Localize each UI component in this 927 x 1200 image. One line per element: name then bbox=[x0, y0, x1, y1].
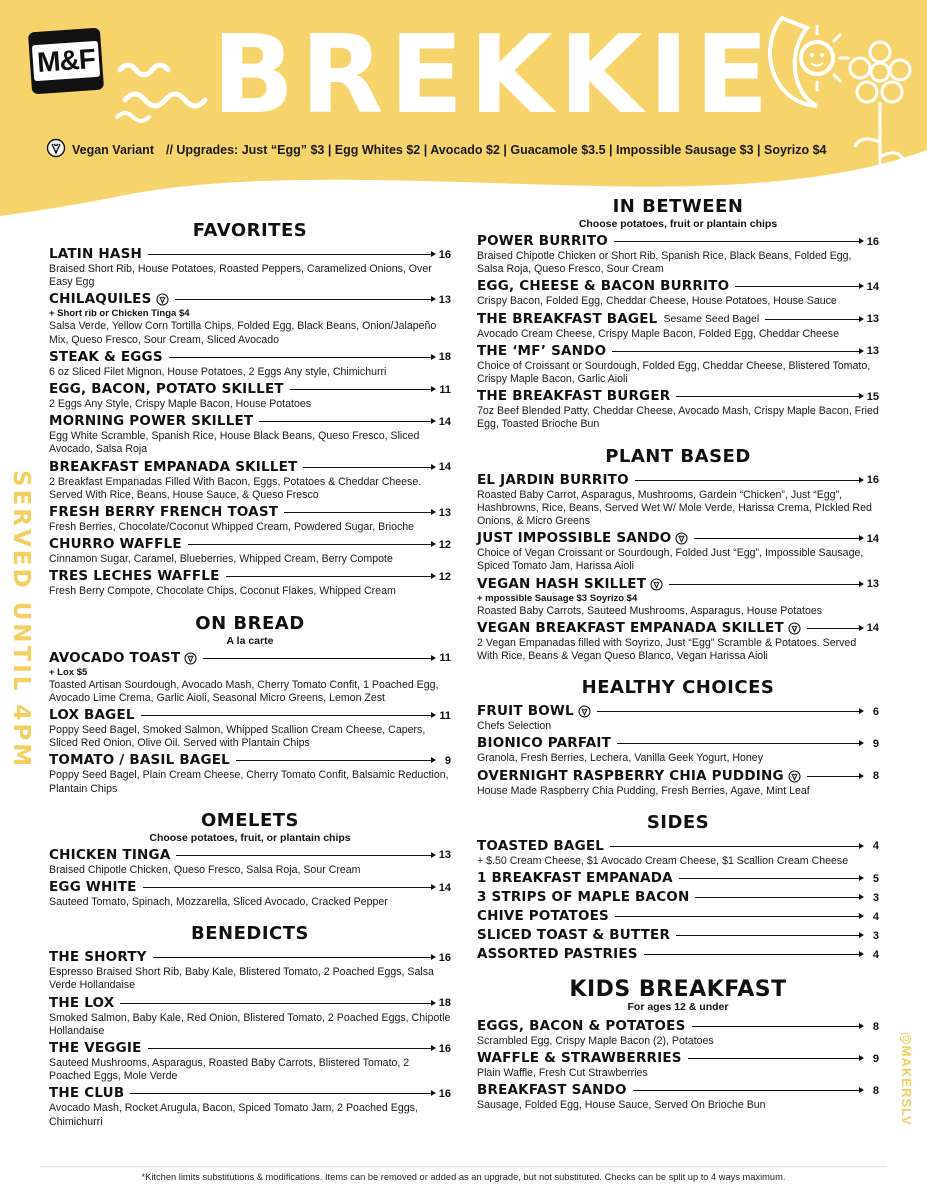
served-until-banner: SERVED UNTIL 4PM bbox=[8, 470, 34, 770]
menu-item-row bbox=[477, 870, 879, 887]
menu-item-description: Choice of Croissant or Sourdough, Folded Egg, Cheddar Cheese, Blistered Tomato, Crispy Maple Bacon, Garlic Aioli bbox=[477, 359, 871, 386]
menu-item-price: 6 bbox=[872, 705, 879, 718]
leader-line bbox=[203, 658, 433, 659]
vegan-icon bbox=[46, 138, 66, 161]
menu-item-name: TRES LECHES WAFFLE bbox=[49, 568, 220, 585]
leader-line bbox=[143, 887, 433, 888]
menu-item-name: CHIVE POTATOES bbox=[477, 908, 609, 925]
menu-item-price: 4 bbox=[872, 948, 879, 961]
leader-line bbox=[694, 538, 861, 539]
menu-item-name: OVERNIGHT RASPBERRY CHIA PUDDING bbox=[477, 767, 784, 784]
menu-item-name: THE LOX bbox=[49, 994, 115, 1011]
menu-item-name: LOX BAGEL bbox=[49, 707, 135, 724]
menu-item-description: Granola, Fresh Berries, Lechera, Vanilla Geek Yogurt, Honey bbox=[477, 752, 763, 765]
menu-item-description: Braised Chipotle Chicken, Queso Fresco, Salsa Roja, Sour Cream bbox=[49, 863, 361, 876]
menu-item-price: 4 bbox=[872, 910, 879, 923]
menu-item-description: Fresh Berries, Chocolate/Coconut Whipped Cream, Powdered Sugar, Brioche bbox=[49, 521, 415, 534]
menu-item-addon: + Lox $5 bbox=[49, 666, 88, 678]
leader-line bbox=[614, 241, 861, 242]
menu-item-row bbox=[477, 278, 879, 295]
leader-line bbox=[130, 1093, 433, 1094]
menu-item-description: Sauteed Tomato, Spinach, Mozzarella, Sliced Avocado, Cracked Pepper bbox=[49, 896, 388, 909]
leader-line bbox=[290, 389, 433, 390]
menu-item bbox=[49, 246, 451, 289]
menu-item-description: + $.50 Cream Cheese, $1 Avocado Cream Cheese, $1 Scallion Cream Cheese bbox=[477, 854, 849, 867]
menu-item-name: CHILAQUILES bbox=[49, 291, 152, 308]
menu-item-price: 16 bbox=[438, 951, 451, 964]
menu-item-row bbox=[49, 246, 451, 263]
menu-item-row bbox=[49, 459, 451, 476]
menu-item-description: Crispy Bacon, Folded Egg, Cheddar Cheese, House Potatoes, House Sauce bbox=[477, 295, 837, 308]
menu-item-price: 14 bbox=[866, 532, 879, 545]
menu-item-row bbox=[477, 889, 879, 906]
menu-item bbox=[49, 707, 451, 750]
menu-item bbox=[49, 650, 451, 705]
menu-item-price: 16 bbox=[866, 235, 879, 248]
menu-item-row bbox=[49, 291, 451, 308]
leader-line bbox=[141, 715, 433, 716]
menu-item-price: 13 bbox=[438, 293, 451, 306]
menu-item bbox=[477, 311, 879, 341]
menu-item-price: 11 bbox=[439, 709, 451, 722]
menu-item-description: Chefs Selection bbox=[477, 720, 552, 733]
menu-item-description: 6 oz Sliced Filet Mignon, House Potatoes, 2 Eggs Any style, Chimichurri bbox=[49, 365, 387, 378]
menu-item-price: 18 bbox=[438, 351, 451, 364]
menu-item bbox=[477, 343, 879, 386]
menu-item-row bbox=[49, 568, 451, 585]
menu-item-name: EL JARDIN BURRITO bbox=[477, 471, 629, 488]
menu-item-row bbox=[477, 530, 879, 547]
menu-item-description: Sauteed Mushrooms, Asparagus, Roasted Baby Carrots, Blistered Tomato, 2 Poached Eggs, Mole Verde bbox=[49, 1057, 410, 1083]
menu-item bbox=[477, 1082, 879, 1112]
leader-line bbox=[303, 467, 433, 468]
menu-item-description: Egg White Scramble, Spanish Rice, House Black Beans, Queso Fresco, Sliced Avocado, Salsa Roja bbox=[49, 430, 420, 456]
leader-line bbox=[617, 743, 861, 744]
leader-line bbox=[153, 957, 433, 958]
menu-item bbox=[49, 459, 451, 502]
leader-line bbox=[188, 544, 433, 545]
section-title-plant-based: PLANT BASED bbox=[605, 445, 751, 467]
menu-item bbox=[49, 381, 451, 411]
vegan-icon bbox=[184, 652, 197, 665]
menu-item-description: 7oz Beef Blended Patty, Cheddar Cheese, Avocado Mash, Crispy Maple Bacon, Fried Egg, Toasted Brioche Bun bbox=[477, 405, 879, 431]
leader-line bbox=[765, 319, 861, 320]
menu-item-name: VEGAN HASH SKILLET bbox=[477, 575, 647, 592]
menu-item-price: 8 bbox=[872, 1084, 879, 1097]
leader-line bbox=[807, 776, 861, 777]
menu-item-price: 16 bbox=[866, 474, 879, 487]
menu-item bbox=[49, 949, 451, 992]
menu-item-description: Scrambled Egg, Crispy Maple Bacon (2), Potatoes bbox=[477, 1035, 714, 1048]
menu-item bbox=[49, 847, 451, 877]
vegan-icon bbox=[650, 578, 663, 591]
menu-item-price: 16 bbox=[438, 1042, 451, 1055]
menu-item-row bbox=[49, 752, 451, 769]
menu-item-name: CHURRO WAFFLE bbox=[49, 536, 182, 553]
leader-line bbox=[635, 480, 861, 481]
menu-item bbox=[477, 278, 879, 308]
menu-item-row bbox=[477, 1018, 879, 1035]
menu-item-price: 16 bbox=[438, 1087, 451, 1100]
upgrades-text: // Upgrades: Just “Egg” $3 | Egg Whites $2 | Avocado $2 | Guacamole $3.5 | Impossible Sausage $3 | Soyrizo $4 bbox=[165, 142, 827, 157]
leader-line bbox=[807, 628, 861, 629]
sides-list bbox=[477, 838, 879, 963]
menu-item-name: ASSORTED PASTRIES bbox=[477, 946, 638, 963]
section-subtitle-kids: For ages 12 & under bbox=[627, 1001, 729, 1014]
menu-item-extra: Sesame Seed Bagel bbox=[663, 313, 760, 326]
menu-item bbox=[477, 233, 879, 276]
menu-item bbox=[49, 995, 451, 1038]
menu-item bbox=[49, 536, 451, 566]
menu-item-name: CHICKEN TINGA bbox=[49, 846, 171, 863]
menu-item-row bbox=[49, 381, 451, 398]
menu-item-price: 5 bbox=[872, 872, 879, 885]
vegan-icon bbox=[578, 705, 591, 718]
leader-line bbox=[735, 286, 861, 287]
leader-line bbox=[676, 935, 861, 936]
menu-item-row bbox=[49, 504, 451, 521]
menu-item-name: LATIN HASH bbox=[49, 246, 142, 262]
menu-item-name: JUST IMPOSSIBLE SANDO bbox=[477, 530, 672, 547]
leader-line bbox=[284, 512, 433, 513]
menu-item-description: Toasted Artisan Sourdough, Avocado Mash, Cherry Tomato Confit, 1 Poached Egg, Avocado Lime Crema, Garlic Aioli, Seasonal Micro Greens, Lemon Zest bbox=[49, 678, 439, 704]
section-subtitle-omelets: Choose potatoes, fruit, or plantain chips bbox=[149, 831, 351, 844]
menu-item bbox=[477, 1050, 879, 1080]
menu-item-row bbox=[49, 949, 451, 966]
menu-item-name: VEGAN BREAKFAST EMPANADA SKILLET bbox=[477, 619, 784, 636]
leader-line bbox=[175, 299, 434, 300]
menu-item bbox=[477, 870, 879, 887]
menu-item-name: FRESH BERRY FRENCH TOAST bbox=[49, 504, 279, 521]
menu-item-price: 11 bbox=[439, 383, 451, 396]
menu-item-description: Braised Short Rib, House Potatoes, Roasted Peppers, Caramelized Onions, Over Easy Egg bbox=[49, 263, 432, 289]
menu-item-description: Cinnamon Sugar, Caramel, Blueberries, Whipped Cream, Berry Compote bbox=[49, 553, 393, 566]
leader-line bbox=[679, 878, 861, 879]
vegan-icon bbox=[156, 293, 169, 306]
leader-line bbox=[226, 576, 433, 577]
menu-item bbox=[477, 388, 879, 431]
menu-item-price: 15 bbox=[866, 390, 879, 403]
leader-line bbox=[120, 1003, 433, 1004]
leader-line bbox=[148, 1048, 433, 1049]
menu-item-price: 14 bbox=[438, 881, 451, 894]
menu-item-row bbox=[477, 343, 879, 360]
menu-item-name: THE SHORTY bbox=[49, 949, 147, 966]
menu-item-name: TOMATO / BASIL BAGEL bbox=[49, 752, 230, 769]
menu-item-description: Smoked Salmon, Baby Kale, Red Onion, Blistered Tomato, 2 Poached Eggs, Chipotle Hollandaise bbox=[49, 1011, 451, 1037]
menu-item bbox=[477, 927, 879, 944]
kids-list bbox=[477, 1018, 879, 1113]
menu-item-description: Poppy Seed Bagel, Plain Cream Cheese, Cherry Tomato Confit, Balsamic Reduction, Plantain Chips bbox=[49, 769, 449, 795]
upgrades-bar bbox=[46, 138, 866, 161]
benedicts-list bbox=[49, 949, 451, 1129]
menu-item-price: 13 bbox=[866, 578, 879, 591]
menu-item-row bbox=[477, 620, 879, 637]
menu-item-price: 12 bbox=[438, 570, 451, 583]
section-title-kids: KIDS BREAKFAST bbox=[569, 977, 787, 1003]
leader-line bbox=[236, 760, 433, 761]
menu-item-description: Poppy Seed Bagel, Smoked Salmon, Whipped Scallion Cream Cheese, Capers, Sliced Red Onion, Olive Oil. Served with Plantain Chips bbox=[49, 724, 426, 750]
section-subtitle-on-bread: A la carte bbox=[226, 634, 274, 647]
menu-item-price: 9 bbox=[872, 1052, 879, 1065]
vegan-variant-label: Vegan Variant bbox=[72, 142, 154, 157]
menu-item bbox=[49, 413, 451, 456]
menu-item-description: Salsa Verde, Yellow Corn Tortilla Chips, Folded Egg, Black Beans, Onion/Jalapeño Mix, Queso Fresco, Sour Cream, Sliced Avocado bbox=[49, 320, 437, 346]
menu-item-name: BREAKFAST SANDO bbox=[477, 1082, 627, 1099]
menu-item-row bbox=[477, 703, 879, 720]
leader-line bbox=[644, 954, 861, 955]
menu-item bbox=[477, 838, 879, 868]
menu-item-row bbox=[477, 946, 879, 963]
menu-item-row bbox=[49, 847, 451, 864]
menu-item-name: WAFFLE & STRAWBERRIES bbox=[477, 1050, 682, 1067]
menu-item-price: 14 bbox=[438, 461, 451, 474]
section-title-sides: SIDES bbox=[646, 811, 710, 833]
sun-moon-icon bbox=[762, 8, 852, 118]
menu-item-price: 14 bbox=[438, 415, 451, 428]
menu-item-row bbox=[49, 650, 451, 667]
menu-item-name: THE ‘MF’ SANDO bbox=[477, 342, 607, 359]
leader-line bbox=[259, 421, 433, 422]
menu-item-description: Choice of Vegan Croissant or Sourdough, Folded Just “Egg”, Impossible Sausage, Spiced Tomato Jam, Harissa Aioli bbox=[477, 547, 864, 573]
menu-item-row bbox=[477, 838, 879, 855]
menu-item-row bbox=[49, 879, 451, 896]
menu-item-price: 4 bbox=[872, 840, 879, 853]
menu-item-price: 3 bbox=[872, 891, 879, 904]
menu-item bbox=[49, 752, 451, 795]
section-title-omelets: OMELETS bbox=[200, 809, 300, 831]
section-title-favorites: FAVORITES bbox=[192, 220, 308, 241]
leader-line bbox=[633, 1090, 861, 1091]
menu-item bbox=[477, 908, 879, 925]
menu-item-name: POWER BURRITO bbox=[477, 233, 608, 249]
menu-item-name: BIONICO PARFAIT bbox=[477, 735, 612, 752]
menu-item bbox=[477, 946, 879, 963]
menu-item-name: STEAK & EGGS bbox=[49, 348, 163, 365]
menu-item-addon: + mpossible Sausage $3 Soyrizo $4 bbox=[477, 592, 638, 604]
menu-item-name: BREAKFAST EMPANADA SKILLET bbox=[49, 458, 298, 475]
menu-item-row bbox=[49, 413, 451, 430]
social-handle: @MAKERSLV bbox=[899, 1032, 914, 1126]
leader-line bbox=[612, 351, 861, 352]
right-column bbox=[477, 190, 879, 1113]
leader-line bbox=[176, 855, 433, 856]
menu-item-name: THE BREAKFAST BAGEL bbox=[477, 310, 658, 327]
menu-item-row bbox=[477, 735, 879, 752]
menu-item-description: Sausage, Folded Egg, House Sauce, Served On Brioche Bun bbox=[477, 1099, 766, 1112]
vegan-icon bbox=[675, 532, 688, 545]
section-title-benedicts: BENEDICTS bbox=[191, 923, 309, 945]
menu-item-row bbox=[477, 1050, 879, 1067]
menu-item bbox=[49, 504, 451, 534]
menu-item-row bbox=[477, 927, 879, 944]
menu-item bbox=[49, 291, 451, 346]
menu-item-row bbox=[49, 1085, 451, 1102]
menu-item bbox=[49, 349, 451, 379]
menu-item-row bbox=[477, 233, 879, 250]
favorites-list bbox=[49, 246, 451, 599]
menu-item-row bbox=[477, 388, 879, 405]
menu-item bbox=[49, 879, 451, 909]
menu-item-description: Braised Chipotle Chicken or Short Rib, Spanish Rice, Black Beans, Folded Egg, Salsa Roja, Queso Fresco, Sour Cream bbox=[477, 250, 852, 276]
menu-item-description: Fresh Berry Compote, Chocolate Chips, Coconut Flakes, Whipped Cream bbox=[49, 585, 396, 598]
menu-item-description: Roasted Baby Carrot, Asparagus, Mushrooms, Gardein “Chicken”, Just “Egg”, Hashbrowns, Rice, Beans, Served Wet W/ Mole Verde, Harissa Crema, PIckled Red Onions, & Micro Greens bbox=[477, 488, 872, 528]
menu-item-price: 8 bbox=[872, 1020, 879, 1033]
menu-item-name: THE VEGGIE bbox=[49, 1040, 142, 1057]
menu-item-price: 9 bbox=[872, 737, 879, 750]
menu-item-description: Avocado Cream Cheese, Crispy Maple Bacon, Folded Egg, Cheddar Cheese bbox=[477, 327, 839, 340]
section-subtitle-in-between: Choose potatoes, fruit or plantain chips bbox=[578, 218, 778, 230]
menu-item-name: THE CLUB bbox=[49, 1085, 125, 1102]
menu-item-row bbox=[477, 908, 879, 925]
leader-line bbox=[169, 357, 433, 358]
menu-item-description: Espresso Braised Short Rib, Baby Kale, Blistered Tomato, 2 Poached Eggs, Salsa Verde Hollandaise bbox=[49, 966, 434, 992]
menu-item-description: 2 Vegan Empanadas filled with Soyrizo, Just “Egg” Scramble & Potatoes. Served With Rice, Beans & Vegan Queso Blanco, Vegan Harissa Aioli bbox=[477, 636, 857, 663]
menu-item-name: EGGS, BACON & POTATOES bbox=[477, 1018, 686, 1035]
menu-item-addon: + Short rib or Chicken Tinga $4 bbox=[49, 308, 190, 320]
menu-item bbox=[477, 889, 879, 906]
leader-line bbox=[669, 584, 861, 585]
menu-item-price: 3 bbox=[872, 929, 879, 942]
section-title-healthy: HEALTHY CHOICES bbox=[581, 677, 775, 699]
menu-item-row bbox=[477, 576, 879, 593]
menu-item bbox=[477, 576, 879, 618]
menu-item-row bbox=[477, 472, 879, 489]
menu-item-description: 2 Eggs Any Style, Crispy Maple Bacon, House Potatoes bbox=[49, 398, 312, 411]
menu-item-row bbox=[477, 1082, 879, 1099]
menu-item-name: EGG, CHEESE & BACON BURRITO bbox=[477, 278, 730, 295]
menu-item-price: 14 bbox=[866, 622, 879, 635]
menu-item-name: THE BREAKFAST BURGER bbox=[477, 388, 671, 405]
menu-item-price: 13 bbox=[866, 345, 879, 358]
menu-item bbox=[49, 568, 451, 598]
squiggle-decoration bbox=[115, 55, 210, 125]
menu-item-price: 16 bbox=[438, 248, 451, 261]
section-title-in-between: IN BETWEEN bbox=[612, 196, 744, 217]
menu-item-row bbox=[49, 995, 451, 1012]
divider bbox=[40, 1166, 887, 1167]
menu-item bbox=[477, 703, 879, 733]
menu-item-row bbox=[49, 536, 451, 553]
menu-item bbox=[477, 768, 879, 798]
vegan-icon bbox=[788, 770, 801, 783]
menu-item-row bbox=[477, 311, 879, 328]
menu-item bbox=[49, 1085, 451, 1128]
menu-item-price: 12 bbox=[438, 538, 451, 551]
menu-item bbox=[477, 1018, 879, 1048]
menu-item-price: 11 bbox=[439, 652, 451, 665]
menu-item-price: 13 bbox=[438, 506, 451, 519]
menu-item-row bbox=[49, 1040, 451, 1057]
menu-item-row bbox=[477, 768, 879, 785]
leader-line bbox=[688, 1058, 861, 1059]
menu-item-name: EGG, BACON, POTATO SKILLET bbox=[49, 381, 284, 398]
healthy-list bbox=[477, 703, 879, 798]
leader-line bbox=[615, 916, 861, 917]
menu-item-name: TOASTED BAGEL bbox=[477, 837, 605, 854]
menu-item-name: MORNING POWER SKILLET bbox=[49, 413, 254, 430]
menu-item bbox=[477, 530, 879, 573]
menu-item bbox=[477, 735, 879, 765]
menu-item-price: 9 bbox=[444, 754, 451, 767]
menu-item bbox=[49, 1040, 451, 1083]
menu-item-price: 18 bbox=[438, 997, 451, 1010]
section-title-on-bread: ON BREAD bbox=[195, 612, 305, 634]
menu-item-row bbox=[49, 707, 451, 724]
leader-line bbox=[148, 254, 433, 255]
leader-line bbox=[695, 897, 861, 898]
menu-item-description: Roasted Baby Carrots, Sauteed Mushrooms, Asparagus, House Potatoes bbox=[477, 604, 823, 617]
on-bread-list bbox=[49, 650, 451, 796]
menu-item-name: 3 STRIPS OF MAPLE BACON bbox=[477, 889, 690, 906]
menu-item-description: Plain Waffle, Fresh Cut Strawberries bbox=[477, 1067, 648, 1080]
omelets-list bbox=[49, 847, 451, 909]
menu-item-name: FRUIT BOWL bbox=[477, 703, 574, 720]
menu-item-name: AVOCADO TOAST bbox=[49, 649, 181, 666]
plant-based-list bbox=[477, 472, 879, 664]
menu-item bbox=[477, 620, 879, 663]
leader-line bbox=[676, 396, 861, 397]
menu-item bbox=[477, 472, 879, 529]
menu-item-name: 1 BREAKFAST EMPANADA bbox=[477, 870, 673, 887]
menu-item-price: 13 bbox=[866, 313, 879, 326]
in-between-list bbox=[477, 233, 879, 432]
left-column bbox=[49, 214, 451, 1129]
footnote: *Kitchen limits substitutions & modifications. Items can be removed or added as an upgrade, but not substituted. Checks can be split up to 4 ways maximum. bbox=[141, 1172, 786, 1182]
menu-item-name: SLICED TOAST & BUTTER bbox=[477, 927, 671, 944]
menu-item-description: Avocado Mash, Rocket Arugula, Bacon, Spiced Tomato Jam, 2 Poached Eggs, Chimichurri bbox=[49, 1102, 418, 1128]
menu-item-description: 2 Breakfast Empanadas Filled With Bacon, Eggs, Potatoes & Cheddar Cheese. Served With Rice, Beans, House Sauce, & Queso Fresco bbox=[49, 475, 422, 501]
leader-line bbox=[597, 711, 861, 712]
menu-item-price: 8 bbox=[872, 770, 879, 783]
menu-item-description: House Made Raspberry Chia Pudding, Fresh Berries, Agave, Mint Leaf bbox=[477, 784, 810, 797]
vegan-icon bbox=[788, 622, 801, 635]
leader-line bbox=[610, 846, 861, 847]
leader-line bbox=[692, 1026, 862, 1027]
page-title: BREKKIE bbox=[212, 13, 775, 138]
menu-item-price: 14 bbox=[866, 280, 879, 293]
menu-item-name: EGG WHITE bbox=[49, 879, 137, 896]
menu-item-row bbox=[49, 349, 451, 366]
menu-item-price: 13 bbox=[438, 849, 451, 862]
logo: M&F bbox=[28, 28, 104, 95]
